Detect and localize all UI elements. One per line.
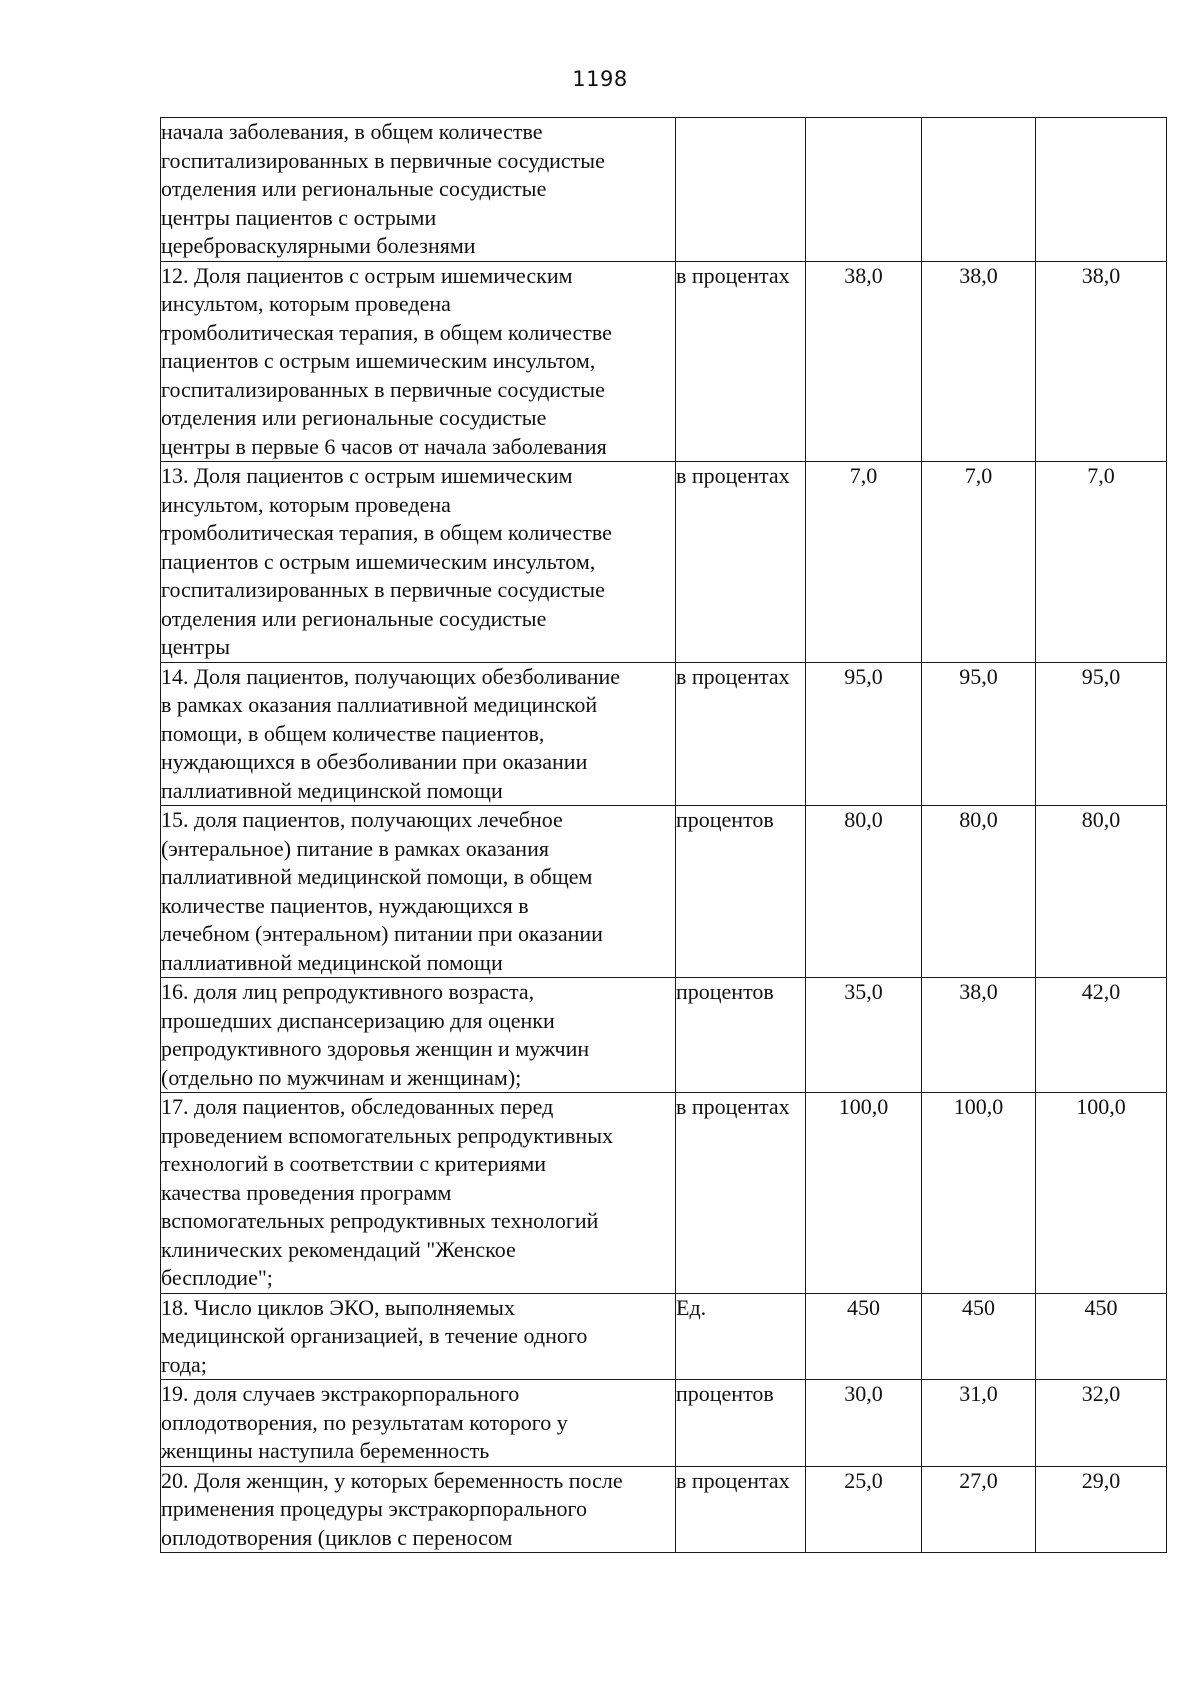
indicator-name-line: нуждающихся в обезболивании при оказании bbox=[161, 749, 588, 774]
indicator-name-line: 15. доля пациентов, получающих лечебное bbox=[161, 807, 563, 832]
unit-cell: процентов bbox=[676, 978, 806, 1093]
unit-cell: процентов bbox=[676, 1380, 806, 1467]
value-cell-3: 100,0 bbox=[1036, 1093, 1167, 1294]
value-cell-1 bbox=[806, 118, 922, 262]
unit-cell: в процентах bbox=[676, 462, 806, 663]
value-cell-3: 42,0 bbox=[1036, 978, 1167, 1093]
indicator-name-line: тромболитическая терапия, в общем количестве bbox=[161, 319, 612, 345]
indicator-name-line: помощи, в общем количестве пациентов, bbox=[161, 720, 545, 746]
table-row bbox=[161, 462, 1167, 663]
unit-cell: в процентах bbox=[676, 261, 806, 462]
indicator-name-line: цереброваскулярными болезнями bbox=[161, 233, 476, 258]
indicator-name-line: лечебном (энтеральном) питании при оказании bbox=[161, 921, 603, 946]
unit-cell: в процентах bbox=[676, 1093, 806, 1294]
value-cell-3: 95,0 bbox=[1036, 662, 1167, 806]
indicator-name-line: применения процедуры экстракорпорального bbox=[161, 1496, 587, 1521]
indicator-name-line: инсультом, которым проведена bbox=[161, 491, 451, 517]
indicator-name-line: 12. Доля пациентов с острым ишемическим bbox=[161, 262, 573, 288]
indicator-name-cell bbox=[161, 1466, 676, 1553]
indicator-name-line: технологий в соответствии с критериями bbox=[161, 1151, 547, 1176]
value-cell-1: 38,0 bbox=[806, 261, 922, 462]
indicator-name-line: 20. Доля женщин, у которых беременность после bbox=[161, 1467, 623, 1493]
value-cell-2: 80,0 bbox=[922, 806, 1036, 978]
unit-cell: Ед. bbox=[676, 1293, 806, 1380]
indicator-name-line: года; bbox=[161, 1351, 207, 1377]
indicator-name-line: 18. Число циклов ЭКО, выполняемых bbox=[161, 1294, 515, 1320]
indicator-name-cell bbox=[161, 1093, 676, 1294]
indicator-name-line: клинических рекомендаций "Женское bbox=[161, 1236, 516, 1262]
table-row bbox=[161, 978, 1167, 1093]
indicator-name-line: оплодотворения, по результатам которого у bbox=[161, 1409, 568, 1435]
indicator-name-line: госпитализированных в первичные сосудистые bbox=[161, 577, 605, 602]
indicator-name-line: отделения или региональные сосудистые bbox=[161, 176, 547, 201]
indicator-name-cell bbox=[161, 806, 676, 978]
indicator-name-line: 14. Доля пациентов, получающих обезболивание bbox=[161, 663, 621, 689]
value-cell-3: 29,0 bbox=[1036, 1466, 1167, 1553]
value-cell-2: 450 bbox=[922, 1293, 1036, 1380]
value-cell-2: 100,0 bbox=[922, 1093, 1036, 1294]
indicator-name-line: паллиативной медицинской помощи bbox=[161, 777, 503, 803]
indicator-name-line: (отдельно по мужчинам и женщинам); bbox=[161, 1064, 522, 1090]
table-row bbox=[161, 1380, 1167, 1467]
value-cell-2: 38,0 bbox=[922, 978, 1036, 1093]
indicator-name-cell bbox=[161, 118, 676, 262]
indicator-name-line: в рамках оказания паллиативной медицинской bbox=[161, 692, 598, 717]
indicator-name-cell bbox=[161, 662, 676, 806]
unit-cell: процентов bbox=[676, 806, 806, 978]
value-cell-2: 31,0 bbox=[922, 1380, 1036, 1467]
value-cell-3: 450 bbox=[1036, 1293, 1167, 1380]
indicator-name-line: 13. Доля пациентов с острым ишемическим bbox=[161, 463, 573, 488]
value-cell-3: 38,0 bbox=[1036, 261, 1167, 462]
value-cell-2 bbox=[922, 118, 1036, 262]
page-number: 1198 bbox=[572, 67, 628, 91]
value-cell-1: 35,0 bbox=[806, 978, 922, 1093]
indicator-name-line: 17. доля пациентов, обследованных перед bbox=[161, 1094, 554, 1119]
indicator-name-line: вспомогательных репродуктивных технологий bbox=[161, 1208, 599, 1233]
value-cell-2: 27,0 bbox=[922, 1466, 1036, 1553]
indicators-table-body bbox=[161, 118, 1167, 1553]
indicator-name-cell bbox=[161, 261, 676, 462]
value-cell-1: 450 bbox=[806, 1293, 922, 1380]
indicator-name-line: инсультом, которым проведена bbox=[161, 291, 451, 316]
value-cell-1: 100,0 bbox=[806, 1093, 922, 1294]
value-cell-1: 7,0 bbox=[806, 462, 922, 663]
indicator-name-line: качества проведения программ bbox=[161, 1179, 452, 1205]
value-cell-1: 30,0 bbox=[806, 1380, 922, 1467]
table-row bbox=[161, 662, 1167, 806]
table-row bbox=[161, 261, 1167, 462]
value-cell-1: 80,0 bbox=[806, 806, 922, 978]
value-cell-3 bbox=[1036, 118, 1167, 262]
indicator-name-line: (энтеральное) питание в рамках оказания bbox=[161, 835, 549, 861]
unit-cell bbox=[676, 118, 806, 262]
table-row bbox=[161, 1093, 1167, 1294]
indicator-name-line: пациентов с острым ишемическим инсультом, bbox=[161, 548, 596, 574]
indicator-name-cell bbox=[161, 462, 676, 663]
value-cell-2: 95,0 bbox=[922, 662, 1036, 806]
indicator-name-line: количестве пациентов, нуждающихся в bbox=[161, 892, 529, 918]
indicator-name-line: оплодотворения (циклов с переносом bbox=[161, 1524, 513, 1550]
indicator-name-line: прошедших диспансеризацию для оценки bbox=[161, 1007, 555, 1033]
indicator-name-line: медицинской организацией, в течение одного bbox=[161, 1323, 588, 1348]
table-row bbox=[161, 1293, 1167, 1380]
value-cell-3: 7,0 bbox=[1036, 462, 1167, 663]
indicator-name-cell bbox=[161, 978, 676, 1093]
indicator-name-cell bbox=[161, 1293, 676, 1380]
unit-cell: в процентах bbox=[676, 1466, 806, 1553]
indicator-name-line: паллиативной медицинской помощи bbox=[161, 949, 503, 975]
indicator-name-line: отделения или региональные сосудистые bbox=[161, 605, 547, 631]
value-cell-1: 95,0 bbox=[806, 662, 922, 806]
indicator-name-cell bbox=[161, 1380, 676, 1467]
indicator-name-line: начала заболевания, в общем количестве bbox=[161, 119, 543, 144]
value-cell-1: 25,0 bbox=[806, 1466, 922, 1553]
value-cell-2: 38,0 bbox=[922, 261, 1036, 462]
indicator-name-line: паллиативной медицинской помощи, в общем bbox=[161, 864, 593, 889]
indicator-name-line: пациентов с острым ишемическим инсультом, bbox=[161, 348, 596, 373]
indicator-name-line: репродуктивного здоровья женщин и мужчин bbox=[161, 1036, 590, 1061]
indicator-name-line: госпитализированных в первичные сосудистые bbox=[161, 147, 605, 173]
unit-cell: в процентах bbox=[676, 662, 806, 806]
indicator-name-line: бесплодие"; bbox=[161, 1265, 273, 1290]
indicators-table bbox=[160, 117, 1167, 1553]
table-row bbox=[161, 1466, 1167, 1553]
value-cell-2: 7,0 bbox=[922, 462, 1036, 663]
value-cell-3: 32,0 bbox=[1036, 1380, 1167, 1467]
indicator-name-line: женщины наступила беременность bbox=[161, 1438, 490, 1463]
indicator-name-line: 16. доля лиц репродуктивного возраста, bbox=[161, 979, 535, 1004]
table-row bbox=[161, 806, 1167, 978]
indicator-name-line: отделения или региональные сосудистые bbox=[161, 405, 547, 430]
indicator-name-line: проведением вспомогательных репродуктивных bbox=[161, 1122, 613, 1148]
indicator-name-line: тромболитическая терапия, в общем количестве bbox=[161, 520, 612, 545]
table-row bbox=[161, 118, 1167, 262]
indicator-name-line: центры пациентов с острыми bbox=[161, 204, 437, 230]
indicator-name-line: центры в первые 6 часов от начала заболевания bbox=[161, 433, 607, 459]
indicator-name-line: госпитализированных в первичные сосудистые bbox=[161, 376, 605, 402]
indicator-name-line: центры bbox=[161, 634, 230, 659]
value-cell-3: 80,0 bbox=[1036, 806, 1167, 978]
indicator-name-line: 19. доля случаев экстракорпорального bbox=[161, 1381, 520, 1406]
